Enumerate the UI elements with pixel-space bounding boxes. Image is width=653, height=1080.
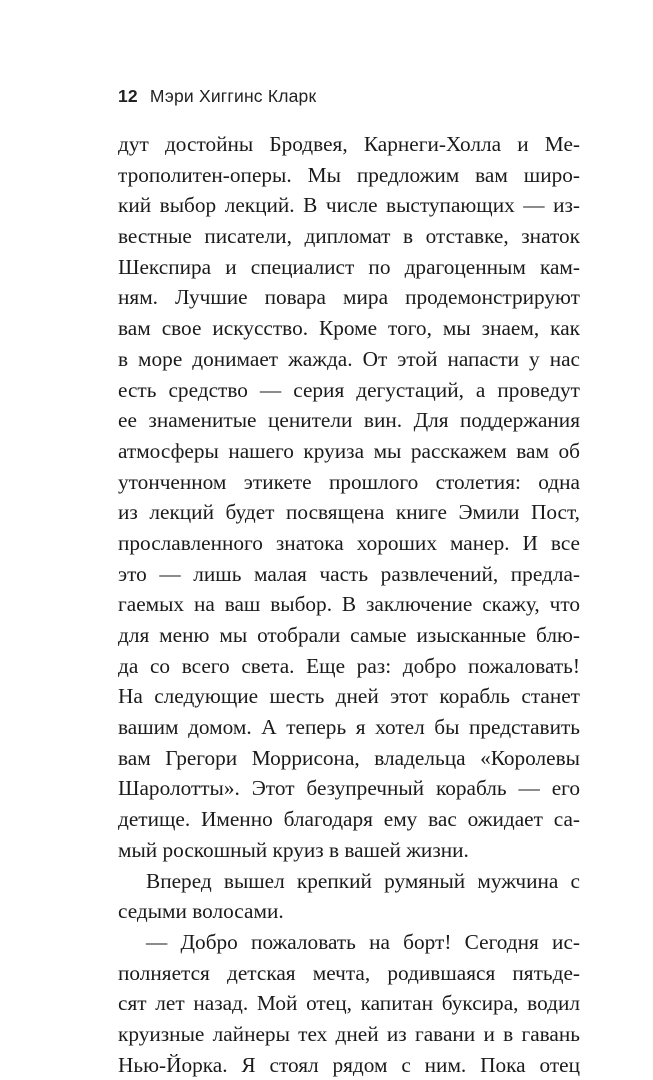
text-line: мый роскошный круиз в вашей жизни. (118, 837, 469, 862)
text-line: ням. Лучшие повара мира продемонстрируют (118, 285, 580, 310)
text-line: вам свое искусство. Кроме того, мы знаем, как (118, 316, 580, 341)
text-line: детище. Именно благодаря ему вас ожидает са- (118, 807, 580, 832)
text-line: да со всего света. Еще раз: добро пожаловать! (118, 653, 580, 678)
text-line: атмосферы нашего круиза мы расскажем вам об (118, 438, 580, 463)
text-line: Шекспира и специалист по драгоценным кам- (118, 254, 580, 279)
text-line: утонченном этикете прошлого столетия: одна (118, 469, 580, 494)
text-line: дут достойны Бродвея, Карнеги-Холла и Ме- (118, 132, 580, 156)
text-line: На следующие шесть дней этот корабль станет (118, 684, 580, 709)
text-line: вам Грегори Моррисона, владельца «Королевы (118, 745, 580, 770)
text-line: есть средство — серия дегустаций, а проведут (118, 377, 580, 402)
text-line: — Добро пожаловать на борт! Сегодня ис- (146, 929, 580, 954)
text-line: полняется детская мечта, родившаяся пятьде- (118, 960, 580, 985)
text-line: в море донимает жажда. От этой напасти у нас (118, 346, 580, 371)
text-line: прославленного знатока хороших манер. И все (118, 530, 580, 555)
body-text (118, 129, 580, 1080)
text-line: гаемых на ваш выбор. В заключение скажу, что (118, 592, 580, 617)
text-line: вашим домом. А теперь я хотел бы представить (118, 715, 580, 740)
text-line: Нью-Йорка. Я стоял рядом с ним. Пока отец (118, 1052, 580, 1077)
text-line: трополитен-оперы. Мы предложим вам широ- (118, 162, 580, 187)
text-line: ее знаменитые ценители вин. Для поддержания (118, 408, 580, 433)
text-line: круизные лайнеры тех дней из гавани и в гавань (118, 1021, 580, 1046)
text-line: Вперед вышел крепкий румяный мужчина с (146, 868, 580, 893)
text-line: для меню мы отобрали самые изысканные блю- (118, 623, 580, 647)
page-number: 12 (118, 86, 138, 106)
text-line: сят лет назад. Мой отец, капитан буксира, водил (118, 991, 580, 1016)
text-line: Шаролотты». Этот безупречный корабль — его (118, 776, 580, 801)
text-line: из лекций будет посвящена книге Эмили Пост, (118, 500, 580, 525)
text-line: вестные писатели, дипломат в отставке, знаток (118, 224, 580, 249)
author-name: Мэри Хиггинс Кларк (149, 86, 317, 106)
text-line: седыми волосами. (118, 899, 284, 924)
text-line: кий выбор лекций. В числе выступающих — из- (118, 193, 580, 218)
running-header (118, 86, 316, 107)
text-line: это — лишь малая часть развлечений, предла- (118, 561, 580, 586)
